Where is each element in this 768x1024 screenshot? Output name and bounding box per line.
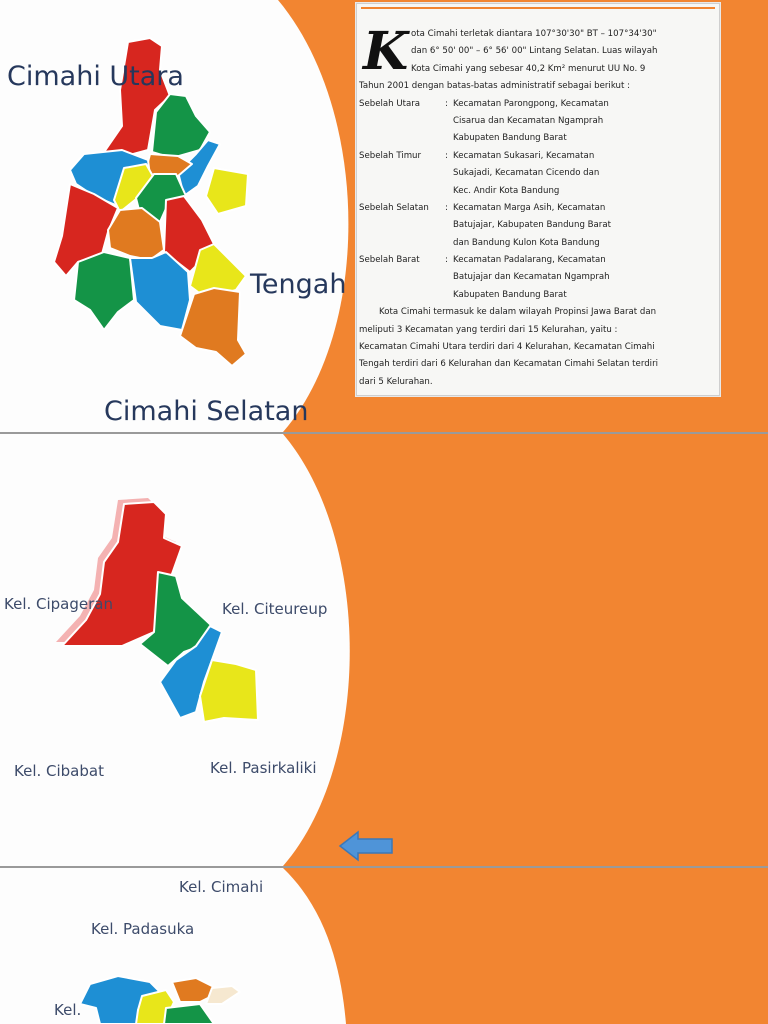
closing-line-1: Kota Cimahi termasuk ke dalam wilayah Propinsi Jawa Barat dan (379, 307, 657, 318)
boundary-text: dan Bandung Kulon Kota Bandung (453, 237, 600, 248)
boundary-text: Sukajadi, Kecamatan Cicendo dan (453, 168, 600, 179)
desc-line-2: dan 6° 50' 00" – 6° 56' 00" Lintang Selatan. Luas wilayah (411, 46, 658, 57)
closing-line-3: Kecamatan Cimahi Utara terdiri dari 4 Kelurahan, Kecamatan Cimahi (359, 342, 655, 353)
slide-3-cimahi-tengah (0, 868, 768, 1024)
region-yellow-east (206, 168, 248, 214)
closing-line-5: dari 5 Kelurahan. (359, 376, 433, 387)
label-cimahi-selatan: Cimahi Selatan (104, 396, 309, 427)
boundary-text: Kecamatan Parongpong, Kecamatan (453, 98, 609, 109)
boundary-label: Sebelah Timur (359, 150, 422, 161)
region-green-south (74, 252, 134, 330)
cimahi-utara-map (0, 434, 768, 866)
boundary-label: Sebelah Selatan (359, 202, 429, 213)
slide-1-overview (0, 0, 768, 432)
left-arrow-icon[interactable] (338, 830, 396, 862)
boundary-label: Sebelah Barat (359, 255, 420, 266)
description-text (359, 21, 685, 391)
boundary-selatan (359, 200, 685, 252)
label-kel-cimahi: Kel. Cimahi (179, 878, 264, 896)
boundary-text: Kabupaten Bandung Barat (453, 133, 567, 144)
dropcap-letter: K (363, 21, 409, 82)
boundary-barat (359, 252, 685, 304)
boundary-colon: : (445, 98, 448, 109)
closing-line-2: meliputi 3 Kecamatan yang terdiri dari 15 Kelurahan, yaitu : (359, 324, 618, 335)
boundary-utara (359, 96, 685, 148)
label-cimahi-utara: Cimahi Utara (7, 61, 184, 92)
label-kel-pasirkaliki: Kel. Pasirkaliki (210, 759, 317, 777)
boundary-text: Cisarua dan Kecamatan Ngamprah (453, 115, 604, 126)
description-panel (356, 3, 720, 396)
boundary-label: Sebelah Utara (359, 98, 421, 109)
boundary-colon: : (445, 202, 448, 213)
boundary-text: Batujajar, Kabupaten Bandung Barat (453, 220, 611, 231)
boundary-text: Kecamatan Marga Asih, Kecamatan (453, 202, 606, 213)
label-kel-padasuka: Kel. Padasuka (91, 920, 195, 938)
closing-line-4: Tengah terdiri dari 6 Kelurahan dan Kecamatan Cimahi Selatan terdiri (359, 359, 658, 370)
slide-2-cimahi-utara (0, 434, 768, 866)
label-tengah: Tengah (250, 269, 347, 300)
region-pasirkaliki (200, 660, 258, 722)
cimahi-tengah-map (0, 868, 768, 1024)
boundary-text: Kecamatan Padalarang, Kecamatan (453, 255, 606, 266)
desc-line-3: Kota Cimahi yang sebesar 40,2 Km² menurut UU No. 9 (411, 63, 646, 74)
label-kel-cibabat: Kel. Cibabat (14, 762, 104, 780)
boundary-colon: : (445, 150, 448, 161)
boundary-text: Batujajar dan Kecamatan Ngamprah (453, 272, 610, 283)
boundary-text: Kecamatan Sukasari, Kecamatan (453, 150, 595, 161)
label-kel-partial: Kel. (54, 1001, 82, 1019)
desc-line-1: ota Cimahi terletak diantara 107°30'30" BT – 107°34'30" (411, 29, 657, 39)
desc-line-4: Tahun 2001 dengan batas-batas administratif sebagai berikut : (359, 81, 630, 92)
boundary-text: Kabupaten Bandung Barat (453, 289, 567, 300)
region-green (164, 1004, 214, 1024)
label-kel-cipageran: Kel. Cipageran (4, 595, 113, 613)
boundary-colon: : (445, 255, 448, 266)
region-cream (206, 986, 240, 1004)
label-kel-citeureup: Kel. Citeureup (222, 600, 328, 618)
panel-top-rule (361, 7, 715, 9)
boundary-text: Kec. Andir Kota Bandung (453, 185, 560, 196)
boundary-timur (359, 148, 685, 200)
